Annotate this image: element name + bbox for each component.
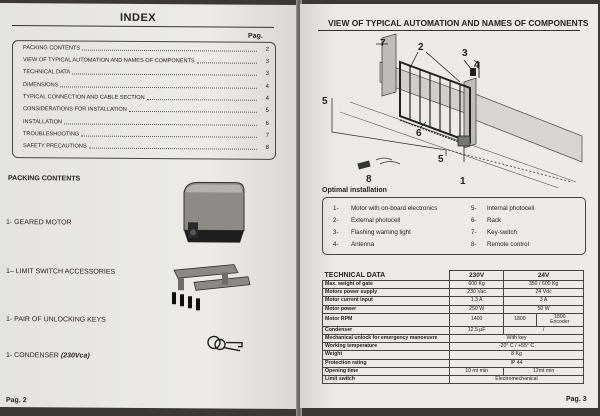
callout-7: 7	[380, 38, 386, 49]
table-row: Weight 8 Kg	[323, 351, 584, 359]
tech-title: TECHNICAL DATA	[324, 271, 386, 279]
toc-row: PACKING CONTENTS 2	[23, 45, 269, 53]
right-page-number: Pag. 3	[566, 396, 587, 403]
callout-6: 6	[416, 128, 422, 139]
index-pag-label: Pag.	[248, 32, 263, 40]
table-row: Mechanical unlock for emergency manoeuvre With key	[323, 334, 584, 342]
packing-item: 1- GEARED MOTOR	[6, 219, 72, 227]
toc-row: TROUBLESHOOTING 7	[23, 131, 269, 139]
packing-item: 1– LIMIT SWITCH ACCESSORIES	[6, 268, 116, 276]
legend-item: External photocell	[351, 217, 401, 224]
table-row: Opening time 10 mt min 12mt min	[323, 367, 584, 375]
callout-1: 1	[460, 176, 466, 187]
callout-5: 5	[322, 96, 328, 107]
table-row: Motors power supply 230 Vac 24 Vdc	[323, 289, 584, 297]
table-header-row: TECHNICAL DATA 230V 24V	[323, 271, 584, 281]
table-row: Motor power 250 W 50 W	[323, 305, 584, 313]
index-box	[12, 40, 276, 160]
toc-row: VIEW OF TYPICAL AUTOMATION AND NAMES OF COMPONENTS 3	[23, 57, 269, 65]
table-row: Condenser 12,5 µF /	[323, 326, 584, 334]
toc-row: DIMENSIONS 4	[23, 82, 269, 90]
left-page-number: Pag. 2	[6, 397, 27, 405]
unlocking-keys-illustration	[206, 330, 246, 356]
automation-diagram	[320, 32, 596, 188]
legend-box: 1- Motor with on-board electronics 2- External photocell 3- Flashing warning light 4- Antenna 5- Internal photocell 6- Rack 7- Key-switch 8- Remote control	[322, 197, 586, 255]
table-row: Working temperature -20° C / +55° C	[323, 343, 584, 351]
callout-5b: 5	[438, 154, 444, 165]
left-page	[0, 3, 298, 409]
table-row: Max. weight of gate 600 Kg 350 / 600 Kg	[323, 281, 584, 289]
toc-row: SAFETY PRECAUTIONS 8	[23, 143, 269, 151]
callout-3: 3	[462, 48, 468, 59]
toc-row: CONSIDERATIONS FOR INSTALLATION 5	[23, 106, 269, 114]
legend-item: Antenna	[351, 241, 375, 248]
right-page	[300, 4, 598, 408]
toc-row: TECHNICAL DATA 3	[23, 69, 269, 77]
toc-row: INSTALLATION 6	[23, 119, 269, 127]
view-title: VIEW OF TYPICAL AUTOMATION AND NAMES OF COMPONENTS	[328, 18, 589, 28]
packing-item: 1- PAIR OF UNLOCKING KEYS	[6, 316, 106, 324]
callout-8: 8	[366, 174, 372, 185]
packing-title: PACKING CONTENTS	[8, 175, 81, 183]
legend-item: Key-switch	[487, 229, 517, 236]
limit-switch-accessories-illustration	[164, 262, 254, 323]
packing-item: 1- CONDENSER (230Vca)	[6, 352, 90, 360]
toc-row: TYPICAL CONNECTION AND CABLE SECTION 4	[23, 94, 269, 102]
legend-item: Remote control	[487, 241, 529, 248]
legend-item: Motor with on-board electronics	[351, 205, 438, 212]
geared-motor-illustration	[178, 178, 250, 251]
index-title: INDEX	[120, 11, 157, 25]
table-row: Motor RPM 1400 1800 1800 Encoder	[323, 313, 584, 326]
table-row: Protection rating IP 44	[323, 359, 584, 367]
legend-item: Internal photocell	[487, 205, 535, 212]
legend-item: Flashing warning light	[351, 229, 411, 236]
optimal-title: Optimal installation	[322, 187, 387, 194]
index-rule	[12, 25, 274, 28]
legend-item: Rack	[487, 217, 502, 224]
table-row: Limit switch Electromechanical	[323, 375, 584, 383]
view-rule	[318, 30, 580, 31]
callout-2: 2	[418, 42, 424, 53]
technical-data-table	[322, 270, 584, 384]
callout-4: 4	[474, 60, 480, 71]
table-row: Motor current input 1.3 A 3 A	[323, 297, 584, 305]
